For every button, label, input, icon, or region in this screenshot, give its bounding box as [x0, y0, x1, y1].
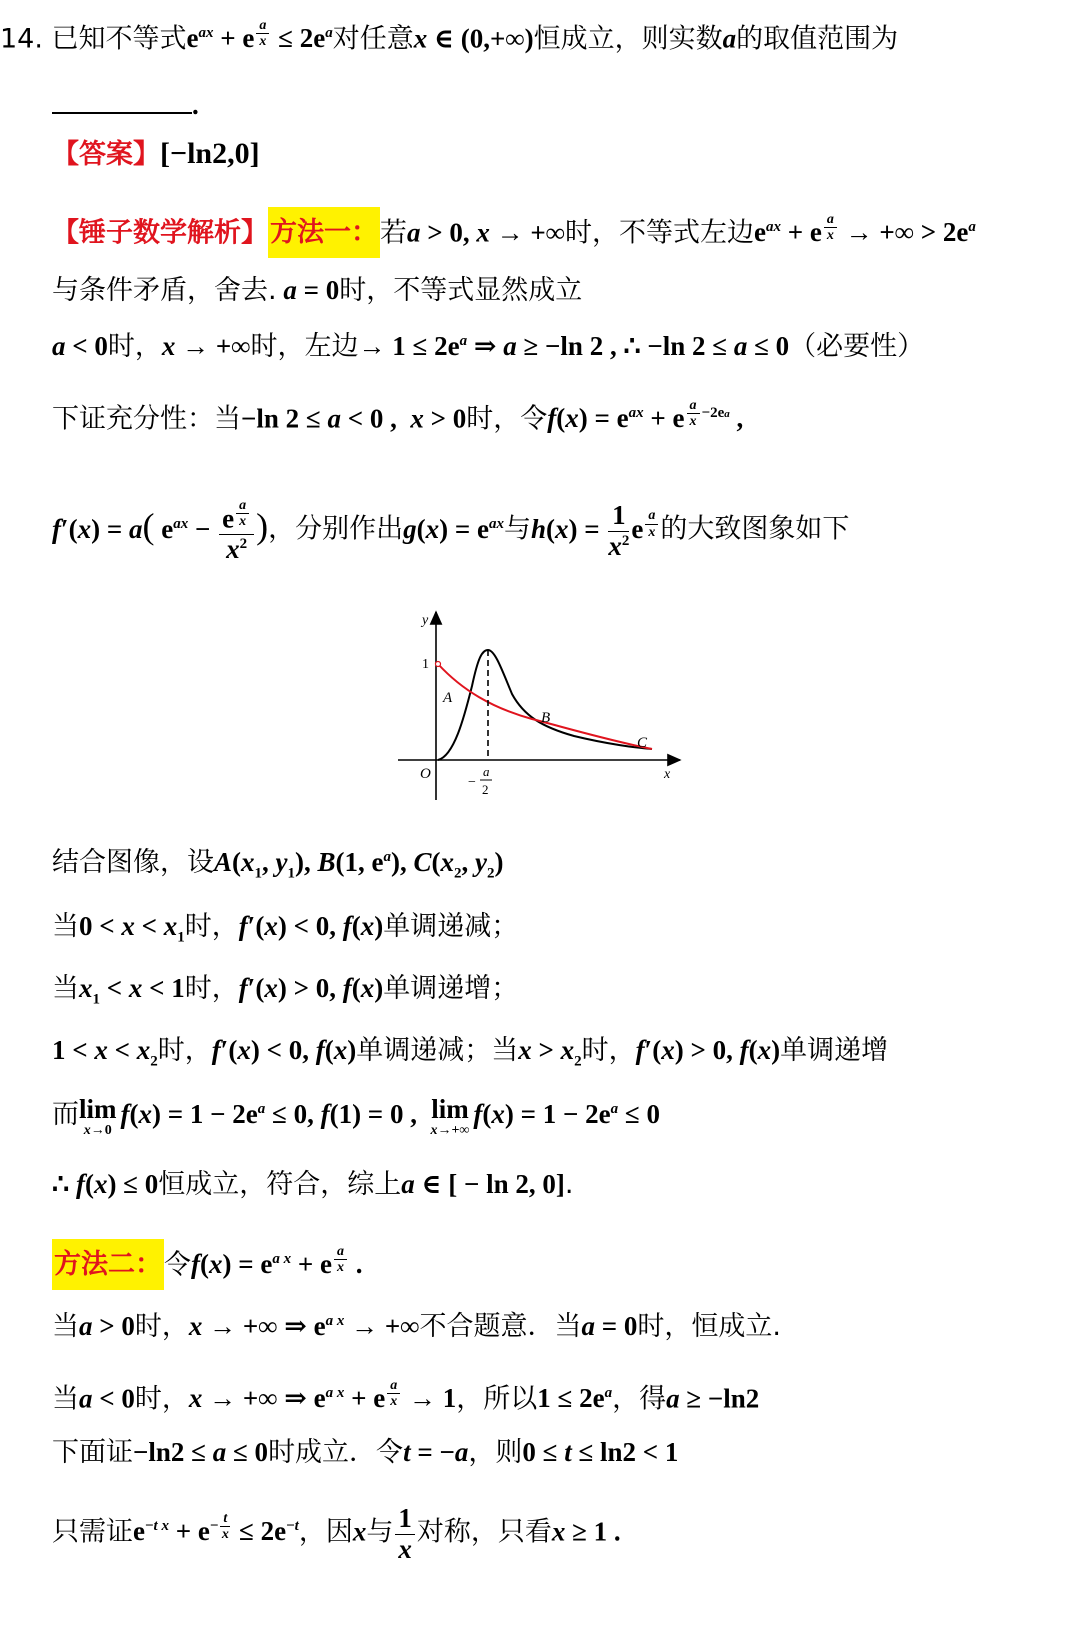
analysis-text: 结合图像，设	[52, 847, 214, 878]
formula: a ≥ −ln2	[666, 1383, 760, 1414]
analysis-text: 若	[380, 217, 407, 249]
formula: x ≥ 1 .	[551, 1516, 621, 1547]
answer-blank-line	[52, 84, 199, 126]
formula: $1 \le 2e^a$	[537, 1383, 613, 1414]
point-c-label: C	[637, 735, 648, 751]
formula: $x_1 < x < 1$	[79, 973, 185, 1008]
method2-label: 方法二：	[52, 1239, 164, 1290]
formula: x → +∞ ⇒ $e^{a x}$ → +∞	[188, 1311, 420, 1341]
formula: lim x→0 $f(x) = 1 - 2e^a \le 0$, f(1) = 0 , lim x→+∞ $f(x) = 1 - 2e^a \le 0$	[79, 1094, 660, 1138]
formula: $A(x_1$, $y_1$), B(1, $e^a$), $C(x_2$, $y_2$)	[214, 847, 504, 882]
analysis-line-4	[52, 398, 743, 439]
formula: $e^{ax} + e$ $^{\frac{a}{x}}$ ≤ $2e^a$	[186, 18, 333, 54]
analysis-text: 时，	[134, 1311, 189, 1342]
formula: $e^{ax} + e$ $^{\frac{a}{x}}$ → +∞ > $2e^a$	[754, 212, 976, 248]
point-b-label: B	[541, 710, 551, 726]
answer-label: 【答案】	[52, 139, 160, 170]
y-one-label: 1	[422, 657, 429, 672]
formula: x → +∞	[161, 331, 251, 361]
formula: $g(x) = e^{ax}$	[403, 513, 504, 544]
formula: x → +∞ ⇒ $e^{a x} + e$ $^{\frac{a}{x}}$ → 1	[188, 1378, 457, 1414]
method2-line-1	[52, 1244, 363, 1285]
analysis-text: 对称，只看	[416, 1516, 552, 1548]
analysis-line-3	[52, 326, 924, 367]
analysis-text: ，所以	[456, 1383, 538, 1415]
g-curve	[438, 650, 652, 760]
analysis-text: 当	[52, 1311, 79, 1342]
formula: → $1 \le 2e^a$ ⇒ a ≥ −ln 2 , ∴ −ln 2 ≤ a ≤ 0	[358, 331, 790, 361]
analysis-text: 下证充分性：当	[52, 403, 241, 435]
formula: 0 ≤ t ≤ ln2 < 1	[522, 1437, 679, 1467]
analysis-text: 当	[52, 911, 79, 942]
method1-label: 方法一：	[268, 207, 380, 258]
formula: $f(x) = e^{a x} + e$ $^{\frac{a}{x}}$ .	[191, 1244, 363, 1280]
formula: a	[722, 23, 737, 54]
formula: $\frac{1}{x}$	[393, 1516, 417, 1546]
analysis-line-8	[52, 968, 518, 1009]
origin-label: O	[420, 766, 431, 782]
problem-stem-text: 对任意	[332, 23, 414, 55]
point-one-marker	[436, 662, 441, 667]
formula: x ∈ (0,+∞)	[413, 23, 534, 54]
formula: f′(x) > 0, f(x)	[635, 1035, 781, 1065]
blank-period: .	[192, 90, 199, 120]
analysis-line-7	[52, 906, 518, 947]
answer-line	[52, 134, 260, 175]
analysis-text: 时，不等式左边	[565, 217, 755, 249]
formula: a < 0	[52, 331, 108, 361]
analysis-text: 单调递减；当	[356, 1035, 519, 1066]
analysis-text: 单调递增；	[383, 973, 519, 1004]
problem-stem-text: 恒成立，则实数	[533, 23, 723, 55]
method2-line-4	[52, 1432, 678, 1473]
analysis-text: 与	[503, 513, 531, 545]
analysis-text: 时，令	[466, 403, 548, 435]
analysis-text: 与条件矛盾，舍去.	[52, 275, 277, 306]
analysis-text: ，得	[612, 1383, 667, 1415]
h-curve	[438, 664, 652, 749]
answer-value: [−ln2,0]	[160, 137, 260, 170]
analysis-text: 与	[366, 1516, 394, 1548]
analysis-line-2	[52, 270, 582, 311]
analysis-text: 当	[52, 973, 79, 1004]
point-a-label: A	[443, 690, 453, 706]
analysis-text: 时，	[157, 1035, 212, 1066]
analysis-text: 当	[52, 1383, 79, 1415]
formula: a = 0	[283, 275, 340, 305]
problem-stem-text: 已知不等式	[51, 23, 187, 55]
analysis-text: 时，左边	[250, 331, 359, 362]
method2-line-2	[52, 1306, 781, 1347]
formula: $e^{-t x} + e^{- \frac{t}{x}}$ ≤ $2e^{-t}$	[133, 1511, 299, 1547]
analysis-text: 只需证	[52, 1516, 133, 1548]
problem-stem-text: 的取值范围为	[736, 23, 899, 55]
analysis-text: 恒成立，符合，综上	[158, 1169, 402, 1200]
analysis-text: 时，恒成立.	[637, 1311, 782, 1342]
analysis-line-6	[52, 842, 504, 883]
analysis-line-5	[52, 498, 849, 565]
analysis-text: 的大致图象如下	[660, 513, 850, 545]
formula: f′(x) = a( $e^{ax}$ − e $^{\frac{a}{x}}$ $x^2$ )	[52, 498, 269, 565]
y-axis-label: y	[422, 613, 429, 628]
method2-line-5	[52, 1504, 621, 1564]
formula: a < 0	[79, 1383, 135, 1414]
analysis-text: 而	[52, 1099, 79, 1130]
formula: $1 < x < x_2$	[52, 1035, 158, 1070]
formula: x	[352, 1516, 367, 1547]
analysis-text: 令	[164, 1249, 191, 1281]
formula: $x > x_2$	[518, 1035, 582, 1070]
analysis-text: 时，不等式显然成立	[339, 275, 583, 306]
problem-number: 14.	[0, 23, 43, 55]
formula: f′(x) < 0, f(x)	[238, 911, 384, 941]
analysis-text: 下面证	[52, 1437, 133, 1468]
analysis-text: 时，	[107, 331, 162, 362]
analysis-text: 时，	[581, 1035, 636, 1066]
analysis-text: 时，	[184, 911, 239, 942]
analysis-label: 【锤子数学解析】	[52, 217, 268, 249]
formula: $0 < x < x_1$	[79, 911, 185, 946]
formula: f′(x) < 0, f(x)	[211, 1035, 357, 1065]
formula: −ln 2 ≤ a < 0 , x > 0	[241, 403, 467, 434]
analysis-text: 单调递增	[780, 1035, 889, 1066]
analysis-text: 时，	[184, 973, 239, 1004]
analysis-text: 不合题意．当	[419, 1311, 582, 1342]
analysis-text: ，分别作出	[268, 513, 404, 545]
analysis-line-1	[52, 212, 976, 253]
analysis-text: .	[564, 1169, 574, 1200]
formula: ∴ f(x) ≤ 0	[52, 1169, 159, 1199]
tick-numerator: a	[483, 764, 490, 779]
formula: a = 0	[581, 1311, 638, 1341]
analysis-text: （必要性）	[789, 331, 925, 362]
formula: a ∈ [ − ln 2, 0]	[401, 1169, 565, 1199]
formula: $f(x) = e^{ax} + e$ $^{\frac{a}{x} -2ea}$ ,	[547, 398, 744, 434]
problem-stem-line	[0, 18, 898, 59]
tick-minus: −	[468, 775, 476, 790]
formula: t = −a	[403, 1437, 469, 1467]
answer-blank	[52, 84, 192, 114]
formula: a > 0, x → +∞	[407, 217, 566, 248]
x-axis-label: x	[664, 767, 671, 782]
function-graph	[392, 606, 692, 816]
method2-line-3	[52, 1378, 759, 1419]
analysis-text: ，因	[298, 1516, 353, 1548]
analysis-text: 时成立．令	[268, 1437, 404, 1468]
analysis-line-10	[52, 1094, 660, 1138]
analysis-text: 单调递减；	[383, 911, 519, 942]
formula: −ln2 ≤ a ≤ 0	[133, 1437, 269, 1467]
analysis-line-9	[52, 1030, 888, 1071]
formula: f′(x) > 0, f(x)	[238, 973, 384, 1003]
analysis-line-11	[52, 1164, 573, 1205]
formula: a > 0	[79, 1311, 135, 1341]
analysis-text: ，则	[468, 1437, 523, 1468]
tick-denominator: 2	[482, 782, 489, 797]
analysis-text: 时，	[134, 1383, 189, 1415]
formula: h(x) = $\frac{1}{x^2}$ e $^{\frac{a}{x}}$	[531, 514, 660, 544]
